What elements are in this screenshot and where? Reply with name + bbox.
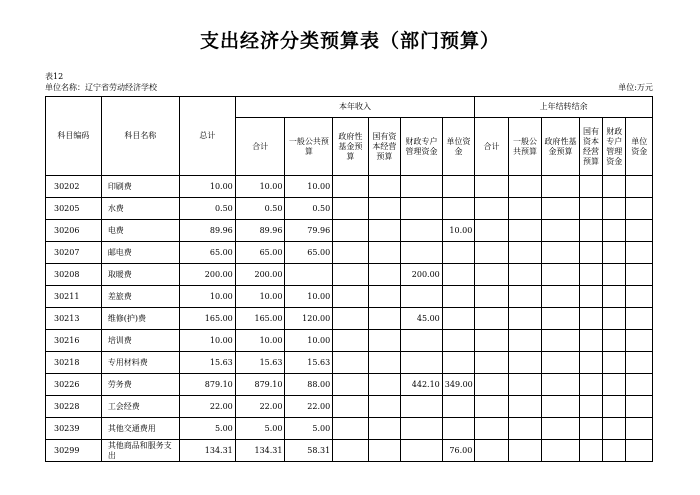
header-cy-soe: 国有资本经营预算 <box>368 118 400 176</box>
cell-cy-unit <box>442 352 475 374</box>
cell-co-fund <box>542 396 580 418</box>
cell-total: 65.00 <box>179 242 235 264</box>
header-cy-unit: 单位资金 <box>442 118 475 176</box>
cell-cy-sum: 10.00 <box>235 286 285 308</box>
cell-co-soe <box>579 242 602 264</box>
cell-co-unit <box>626 176 653 198</box>
cell-co-general <box>508 330 541 352</box>
cell-cy-soe <box>368 264 400 286</box>
cell-code: 30208 <box>46 264 102 286</box>
cell-co-sum <box>475 374 508 396</box>
table-row <box>46 242 653 264</box>
cell-cy-fund <box>333 440 369 462</box>
table-row <box>46 396 653 418</box>
cell-cy-sum: 134.31 <box>235 440 285 462</box>
cell-cy-general: 15.63 <box>285 352 333 374</box>
cell-co-fund <box>542 352 580 374</box>
cell-cy-sum: 5.00 <box>235 418 285 440</box>
cell-co-special <box>603 418 626 440</box>
cell-cy-general: 120.00 <box>285 308 333 330</box>
header-carryover: 上年结转结余 <box>475 97 653 118</box>
cell-cy-unit <box>442 176 475 198</box>
cell-total: 5.00 <box>179 418 235 440</box>
cell-co-fund <box>542 418 580 440</box>
cell-co-sum <box>475 286 508 308</box>
cell-cy-special <box>401 242 443 264</box>
table-body <box>46 176 653 462</box>
cell-co-fund <box>542 176 580 198</box>
cell-co-sum <box>475 198 508 220</box>
cell-cy-sum: 89.96 <box>235 220 285 242</box>
cell-code: 30299 <box>46 440 102 462</box>
cell-cy-fund <box>333 176 369 198</box>
currency-unit: 单位:万元 <box>618 83 653 92</box>
cell-co-special <box>603 352 626 374</box>
cell-cy-special <box>401 330 443 352</box>
cell-co-special <box>603 440 626 462</box>
cell-co-sum <box>475 308 508 330</box>
header-code: 科目编码 <box>46 97 102 176</box>
cell-co-fund <box>542 220 580 242</box>
cell-co-fund <box>542 330 580 352</box>
cell-co-special <box>603 220 626 242</box>
header-total: 总计 <box>179 97 235 176</box>
cell-cy-soe <box>368 198 400 220</box>
cell-co-general <box>508 286 541 308</box>
header-name: 科目名称 <box>101 97 179 176</box>
cell-co-unit <box>626 352 653 374</box>
cell-name: 印刷费 <box>101 176 179 198</box>
cell-co-general <box>508 198 541 220</box>
cell-cy-special <box>401 220 443 242</box>
cell-code: 30228 <box>46 396 102 418</box>
cell-name: 水费 <box>101 198 179 220</box>
cell-cy-sum: 65.00 <box>235 242 285 264</box>
cell-total: 879.10 <box>179 374 235 396</box>
table-row <box>46 286 653 308</box>
table-row <box>46 176 653 198</box>
cell-co-soe <box>579 264 602 286</box>
cell-co-unit <box>626 220 653 242</box>
cell-co-sum <box>475 396 508 418</box>
cell-cy-special <box>401 286 443 308</box>
cell-cy-fund <box>333 374 369 396</box>
cell-co-special <box>603 330 626 352</box>
cell-cy-unit: 76.00 <box>442 440 475 462</box>
cell-cy-special <box>401 352 443 374</box>
cell-cy-soe <box>368 374 400 396</box>
header-cy-fund: 政府性基金预算 <box>333 118 369 176</box>
cell-co-soe <box>579 418 602 440</box>
table-row <box>46 220 653 242</box>
header-co-sum: 合计 <box>475 118 508 176</box>
cell-co-fund <box>542 286 580 308</box>
cell-cy-general: 5.00 <box>285 418 333 440</box>
cell-co-general <box>508 242 541 264</box>
header-cy-general: 一般公共预算 <box>285 118 333 176</box>
cell-co-soe <box>579 220 602 242</box>
cell-co-soe <box>579 308 602 330</box>
cell-code: 30205 <box>46 198 102 220</box>
table-row <box>46 374 653 396</box>
cell-cy-special <box>401 396 443 418</box>
cell-co-sum <box>475 418 508 440</box>
header-current-year: 本年收入 <box>235 97 475 118</box>
header-cy-sum: 合计 <box>235 118 285 176</box>
cell-co-general <box>508 352 541 374</box>
table-row <box>46 330 653 352</box>
cell-co-special <box>603 308 626 330</box>
cell-cy-special: 45.00 <box>401 308 443 330</box>
cell-co-special <box>603 264 626 286</box>
cell-cy-general: 79.96 <box>285 220 333 242</box>
cell-code: 30211 <box>46 286 102 308</box>
cell-name: 培训费 <box>101 330 179 352</box>
cell-co-general <box>508 176 541 198</box>
cell-code: 30216 <box>46 330 102 352</box>
cell-code: 30218 <box>46 352 102 374</box>
cell-cy-unit: 10.00 <box>442 220 475 242</box>
table-row <box>46 308 653 330</box>
cell-cy-soe <box>368 176 400 198</box>
cell-co-special <box>603 396 626 418</box>
cell-co-soe <box>579 330 602 352</box>
cell-co-unit <box>626 330 653 352</box>
cell-cy-general: 0.50 <box>285 198 333 220</box>
cell-co-soe <box>579 396 602 418</box>
cell-code: 30202 <box>46 176 102 198</box>
cell-co-unit <box>626 286 653 308</box>
cell-name: 差旅费 <box>101 286 179 308</box>
header-cy-special: 财政专户管理资金 <box>401 118 443 176</box>
cell-total: 10.00 <box>179 176 235 198</box>
cell-co-unit <box>626 440 653 462</box>
cell-co-sum <box>475 220 508 242</box>
cell-co-soe <box>579 374 602 396</box>
cell-name: 专用材料费 <box>101 352 179 374</box>
cell-code: 30239 <box>46 418 102 440</box>
cell-cy-sum: 22.00 <box>235 396 285 418</box>
cell-cy-unit <box>442 242 475 264</box>
cell-co-sum <box>475 330 508 352</box>
cell-cy-general: 22.00 <box>285 396 333 418</box>
cell-code: 30226 <box>46 374 102 396</box>
cell-code: 30213 <box>46 308 102 330</box>
cell-cy-soe <box>368 440 400 462</box>
cell-cy-unit <box>442 308 475 330</box>
cell-co-sum <box>475 440 508 462</box>
cell-name: 电费 <box>101 220 179 242</box>
cell-co-unit <box>626 308 653 330</box>
cell-co-special <box>603 374 626 396</box>
cell-cy-special <box>401 176 443 198</box>
page-title: 支出经济分类预算表（部门预算） <box>199 30 500 52</box>
cell-co-fund <box>542 440 580 462</box>
cell-co-soe <box>579 286 602 308</box>
cell-co-general <box>508 220 541 242</box>
cell-co-general <box>508 264 541 286</box>
cell-cy-fund <box>333 220 369 242</box>
cell-co-general <box>508 396 541 418</box>
cell-cy-soe <box>368 396 400 418</box>
cell-total: 22.00 <box>179 396 235 418</box>
cell-cy-soe <box>368 220 400 242</box>
cell-cy-fund <box>333 242 369 264</box>
cell-cy-unit <box>442 396 475 418</box>
cell-co-fund <box>542 264 580 286</box>
cell-name: 工会经费 <box>101 396 179 418</box>
cell-co-fund <box>542 308 580 330</box>
cell-cy-soe <box>368 330 400 352</box>
cell-cy-general: 58.31 <box>285 440 333 462</box>
cell-code: 30206 <box>46 220 102 242</box>
cell-cy-sum: 165.00 <box>235 308 285 330</box>
cell-cy-unit <box>442 418 475 440</box>
table-row <box>46 352 653 374</box>
cell-name: 其他交通费用 <box>101 418 179 440</box>
cell-total: 0.50 <box>179 198 235 220</box>
cell-total: 200.00 <box>179 264 235 286</box>
cell-code: 30207 <box>46 242 102 264</box>
cell-cy-unit <box>442 264 475 286</box>
cell-total: 10.00 <box>179 286 235 308</box>
cell-co-unit <box>626 198 653 220</box>
cell-cy-soe <box>368 352 400 374</box>
cell-total: 165.00 <box>179 308 235 330</box>
unit-name: 单位名称：辽宁省劳动经济学校 <box>45 83 157 92</box>
cell-co-sum <box>475 264 508 286</box>
header-co-special: 财政专户管理资金 <box>603 118 626 176</box>
cell-cy-soe <box>368 308 400 330</box>
cell-co-special <box>603 176 626 198</box>
cell-cy-general: 10.00 <box>285 176 333 198</box>
cell-cy-unit <box>442 286 475 308</box>
expenditure-table <box>45 96 653 462</box>
cell-name: 邮电费 <box>101 242 179 264</box>
cell-co-sum <box>475 352 508 374</box>
cell-cy-soe <box>368 418 400 440</box>
cell-cy-special: 200.00 <box>401 264 443 286</box>
header-co-general: 一般公共预算 <box>508 118 541 176</box>
cell-cy-general <box>285 264 333 286</box>
cell-co-general <box>508 418 541 440</box>
cell-cy-fund <box>333 330 369 352</box>
cell-co-special <box>603 242 626 264</box>
cell-co-soe <box>579 352 602 374</box>
cell-cy-fund <box>333 264 369 286</box>
cell-co-unit <box>626 418 653 440</box>
cell-cy-fund <box>333 198 369 220</box>
cell-cy-general: 10.00 <box>285 286 333 308</box>
header-co-fund: 政府性基金预算 <box>542 118 580 176</box>
cell-cy-general: 10.00 <box>285 330 333 352</box>
cell-co-special <box>603 286 626 308</box>
cell-cy-fund <box>333 308 369 330</box>
cell-co-sum <box>475 176 508 198</box>
cell-cy-general: 65.00 <box>285 242 333 264</box>
cell-total: 10.00 <box>179 330 235 352</box>
cell-cy-sum: 15.63 <box>235 352 285 374</box>
cell-cy-sum: 200.00 <box>235 264 285 286</box>
cell-co-soe <box>579 176 602 198</box>
cell-cy-sum: 0.50 <box>235 198 285 220</box>
cell-cy-general: 88.00 <box>285 374 333 396</box>
cell-co-fund <box>542 198 580 220</box>
cell-cy-unit <box>442 198 475 220</box>
cell-cy-sum: 879.10 <box>235 374 285 396</box>
table-number: 表12 <box>45 72 64 81</box>
cell-name: 取暖费 <box>101 264 179 286</box>
cell-cy-sum: 10.00 <box>235 330 285 352</box>
table-row <box>46 440 653 462</box>
cell-cy-fund <box>333 286 369 308</box>
cell-co-sum <box>475 242 508 264</box>
table-row <box>46 264 653 286</box>
cell-name: 其他商品和服务支出 <box>101 440 179 462</box>
cell-name: 劳务费 <box>101 374 179 396</box>
table-row <box>46 198 653 220</box>
cell-co-unit <box>626 396 653 418</box>
cell-co-soe <box>579 198 602 220</box>
cell-total: 15.63 <box>179 352 235 374</box>
cell-co-general <box>508 308 541 330</box>
cell-cy-unit: 349.00 <box>442 374 475 396</box>
cell-co-fund <box>542 242 580 264</box>
cell-total: 89.96 <box>179 220 235 242</box>
cell-cy-special: 442.10 <box>401 374 443 396</box>
header-co-unit: 单位资金 <box>626 118 653 176</box>
cell-co-fund <box>542 374 580 396</box>
cell-co-unit <box>626 264 653 286</box>
cell-cy-unit <box>442 330 475 352</box>
cell-cy-sum: 10.00 <box>235 176 285 198</box>
cell-co-unit <box>626 242 653 264</box>
cell-name: 维修(护)费 <box>101 308 179 330</box>
cell-co-general <box>508 374 541 396</box>
cell-cy-fund <box>333 352 369 374</box>
cell-cy-special <box>401 418 443 440</box>
cell-cy-soe <box>368 242 400 264</box>
cell-co-special <box>603 198 626 220</box>
cell-cy-soe <box>368 286 400 308</box>
cell-co-general <box>508 440 541 462</box>
cell-co-unit <box>626 374 653 396</box>
cell-cy-special <box>401 198 443 220</box>
header-co-soe: 国有资本经营预算 <box>579 118 602 176</box>
table-row <box>46 418 653 440</box>
cell-co-soe <box>579 440 602 462</box>
cell-cy-fund <box>333 418 369 440</box>
cell-total: 134.31 <box>179 440 235 462</box>
cell-cy-special <box>401 440 443 462</box>
cell-cy-fund <box>333 396 369 418</box>
